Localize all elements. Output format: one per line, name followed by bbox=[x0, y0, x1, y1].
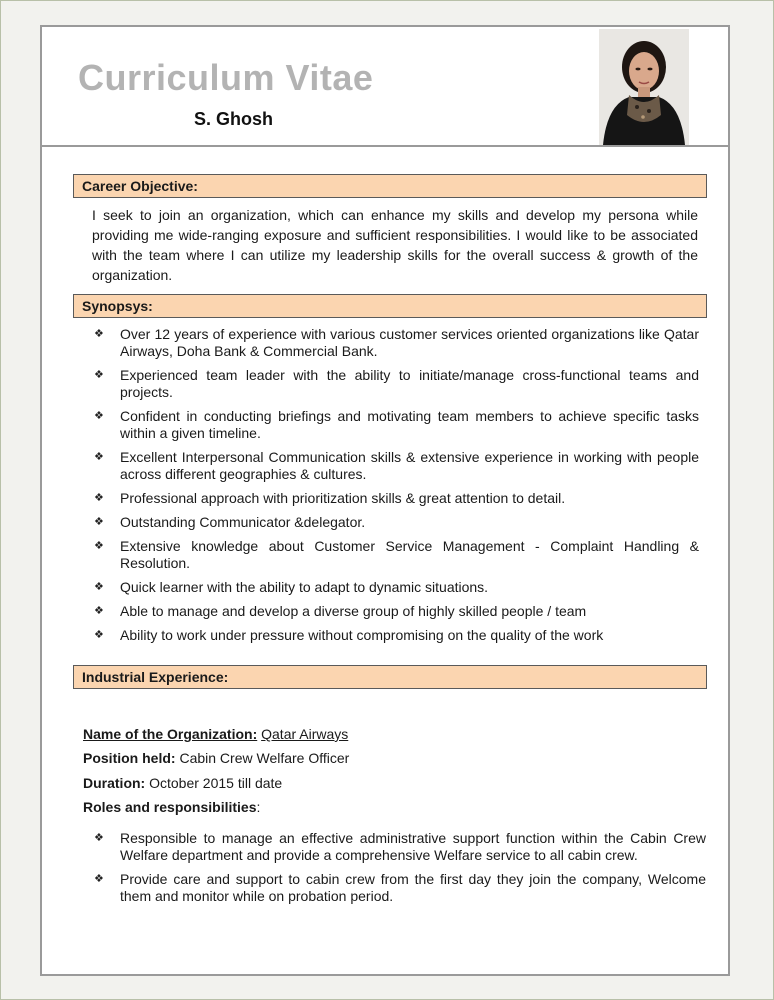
role-bullet-item bbox=[94, 830, 706, 864]
diamond-bullet-icon: ❖ bbox=[94, 369, 104, 381]
role-bullet-item bbox=[94, 871, 706, 905]
synopsys-bullet-item-text: Experienced team leader with the ability to initiate/manage cross-functional teams and projects. bbox=[120, 367, 699, 400]
synopsys-bullet-item-text: Confident in conducting briefings and motivating team members to achieve specific tasks within a given timeline. bbox=[120, 408, 699, 441]
position-label: Position held: bbox=[83, 750, 176, 766]
organization-line bbox=[83, 725, 348, 743]
cv-page bbox=[40, 25, 730, 976]
synopsys-bullet-item-text: Quick learner with the ability to adapt to dynamic situations. bbox=[120, 579, 489, 595]
diamond-bullet-icon: ❖ bbox=[94, 629, 104, 641]
section-header-synopsys: Synopsys: bbox=[73, 294, 707, 318]
diamond-bullet-icon: ❖ bbox=[94, 873, 104, 885]
career-objective-text: I seek to join an organization, which can enhance my skills and develop my persona while providing me wide-ranging exposure and sufficient responsibilities. I would like to be associated with the team where I can utilize my leadership skills for the overall success & growth of the organization. bbox=[92, 207, 698, 283]
synopsys-bullet-item bbox=[94, 538, 699, 572]
candidate-name: S. Ghosh bbox=[194, 109, 274, 129]
synopsys-bullet-item-text: Over 12 years of experience with various customer services oriented organizations like Qatar Airways, Doha Bank & Commercial Bank. bbox=[120, 326, 699, 359]
organization-label: Name of the Organization: bbox=[83, 726, 258, 742]
synopsys-bullet-item bbox=[94, 627, 699, 644]
diamond-bullet-icon: ❖ bbox=[94, 451, 104, 463]
synopsys-bullet-item-text: Excellent Interpersonal Communication skills & extensive experience in working with people across different geographies & cultures. bbox=[120, 449, 699, 482]
roles-colon: : bbox=[256, 799, 261, 815]
header-divider bbox=[42, 145, 728, 147]
duration-value: October 2015 till date bbox=[149, 775, 283, 791]
diamond-bullet-icon: ❖ bbox=[94, 540, 104, 552]
synopsys-bullet-item-text: Outstanding Communicator &delegator. bbox=[120, 514, 366, 530]
roles-list bbox=[94, 830, 706, 912]
synopsys-bullet-item bbox=[94, 579, 699, 596]
synopsys-bullet-item bbox=[94, 326, 699, 360]
synopsys-bullet-item bbox=[94, 490, 699, 507]
synopsys-bullet-item-text: Ability to work under pressure without compromising on the quality of the work bbox=[120, 627, 604, 643]
diamond-bullet-icon: ❖ bbox=[94, 492, 104, 504]
role-bullet-item-text: Responsible to manage an effective administrative support function within the Cabin Crew Welfare department and provide a comprehensive Welfare service to all cabin crew. bbox=[120, 830, 706, 863]
organization-value: Qatar Airways bbox=[261, 726, 349, 742]
synopsys-bullet-item-text: Able to manage and develop a diverse group of highly skilled people / team bbox=[120, 603, 587, 619]
section-header-industrial-experience: Industrial Experience: bbox=[73, 665, 707, 689]
synopsys-bullet-item-text: Extensive knowledge about Customer Service Management - Complaint Handling & Resolution. bbox=[120, 538, 699, 571]
portrait-photo-icon bbox=[599, 29, 689, 145]
synopsys-bullet-item-text: Professional approach with prioritization skills & great attention to detail. bbox=[120, 490, 566, 506]
diamond-bullet-icon: ❖ bbox=[94, 605, 104, 617]
synopsys-bullet-item bbox=[94, 603, 699, 620]
synopsys-bullet-item bbox=[94, 367, 699, 401]
diamond-bullet-icon: ❖ bbox=[94, 581, 104, 593]
cv-title: Curriculum Vitae bbox=[78, 57, 374, 98]
synopsys-list bbox=[94, 326, 699, 651]
duration-line bbox=[83, 774, 282, 792]
diamond-bullet-icon: ❖ bbox=[94, 832, 104, 844]
synopsys-bullet-item bbox=[94, 408, 699, 442]
diamond-bullet-icon: ❖ bbox=[94, 328, 104, 340]
synopsys-bullet-item bbox=[94, 514, 699, 531]
roles-line bbox=[83, 798, 260, 816]
synopsys-bullet-item bbox=[94, 449, 699, 483]
roles-label: Roles and responsibilities bbox=[83, 799, 257, 815]
diamond-bullet-icon: ❖ bbox=[94, 410, 104, 422]
role-bullet-item-text: Provide care and support to cabin crew from the first day they join the company, Welcome them and monitor while on probation period. bbox=[120, 871, 706, 904]
duration-label: Duration: bbox=[83, 775, 146, 791]
position-line bbox=[83, 749, 349, 767]
position-value: Cabin Crew Welfare Officer bbox=[179, 750, 350, 766]
section-header-career-objective: Career Objective: bbox=[73, 174, 707, 198]
portrait-photo bbox=[599, 29, 689, 145]
diamond-bullet-icon: ❖ bbox=[94, 516, 104, 528]
